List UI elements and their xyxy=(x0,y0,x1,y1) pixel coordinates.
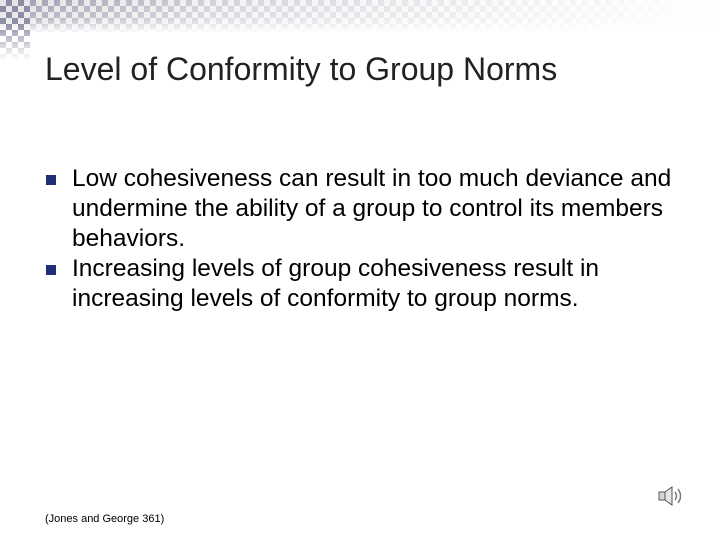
square-bullet-icon xyxy=(46,265,56,275)
header-fade-vertical xyxy=(0,0,720,32)
citation: (Jones and George 361) xyxy=(45,513,165,525)
speaker-icon[interactable] xyxy=(657,484,685,508)
corner-checker-pattern xyxy=(0,0,30,60)
bullet-item xyxy=(45,254,685,314)
bullet-text: Low cohesiveness can result in too much deviance and undermine the ability of a group to control its members behaviors. xyxy=(72,165,672,252)
slide-title: Level of Conformity to Group Norms xyxy=(45,51,558,87)
bullet-item xyxy=(45,164,685,254)
square-bullet-icon xyxy=(46,175,56,185)
bullet-list xyxy=(45,164,685,314)
bullet-text: Increasing levels of group cohesiveness result in increasing levels of conformity to group norms. xyxy=(72,255,600,312)
